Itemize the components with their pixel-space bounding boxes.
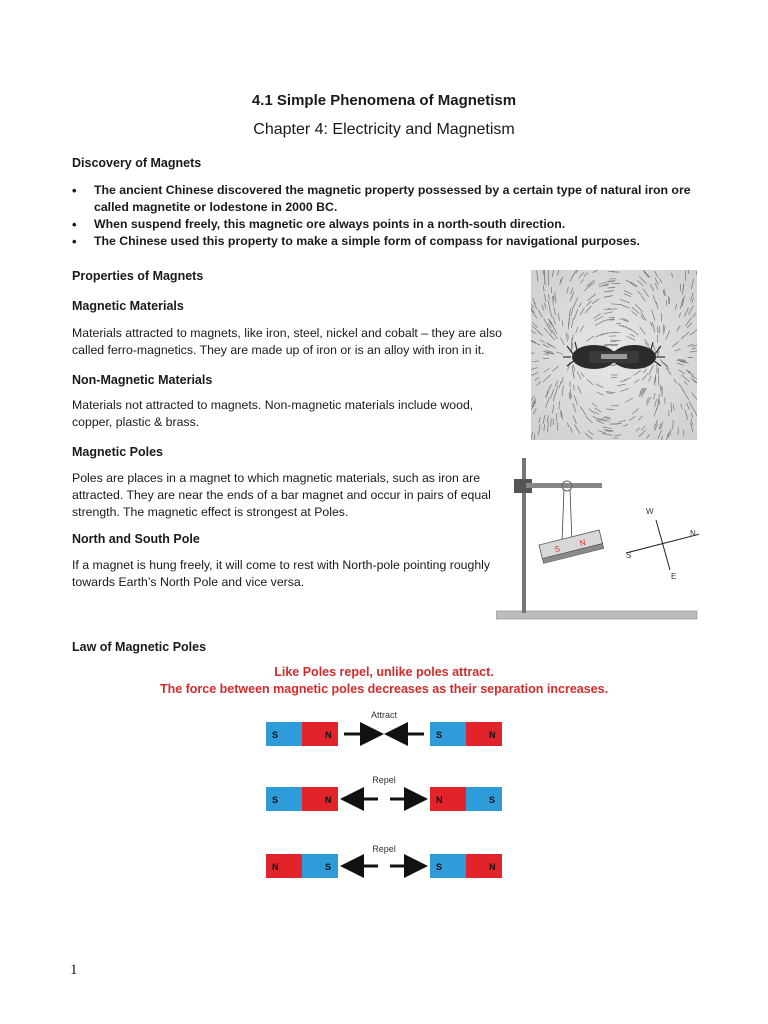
list-item: • The Chinese used this property to make a simple form of compass for navigational purposes. [72, 233, 712, 250]
magnet-right-row1 [430, 722, 502, 746]
svg-text:S: S [436, 862, 443, 872]
magnetic-materials-heading: Magnetic Materials [72, 299, 184, 313]
svg-text:N: N [272, 862, 279, 872]
magnet-right-row3 [430, 854, 502, 878]
compass-w-label: W [646, 507, 654, 516]
properties-heading: Properties of Magnets [72, 269, 204, 283]
list-item: • When suspend freely, this magnetic ore always points in a north-south direction. [72, 216, 712, 233]
svg-text:N: N [325, 795, 332, 805]
discovery-heading: Discovery of Magnets [72, 156, 202, 170]
magnet-left-row3 [266, 854, 338, 878]
magnet-left-row2 [266, 787, 338, 811]
svg-text:N: N [489, 862, 496, 872]
chapter-subtitle: Chapter 4: Electricity and Magnetism [253, 121, 515, 138]
svg-text:S: S [325, 862, 332, 872]
compass-n-label: N [690, 529, 696, 538]
repel-label-1: Repel [372, 775, 396, 785]
non-magnetic-text: Materials not attracted to magnets. Non-magnetic materials include wood, copper, plastic & brass. [72, 398, 474, 429]
iron-filings-image [531, 270, 697, 440]
north-south-heading: North and South Pole [72, 532, 200, 546]
pole-interaction-diagram [262, 706, 508, 886]
magnet-n-label: N [578, 537, 587, 548]
magnetic-poles-text: Poles are places in a magnet to which magnetic materials, such as iron are attracted. They are near the ends of a bar magnet and occur in pairs of equal strength. The magnetic effect is strongest at Poles. [72, 471, 491, 519]
magnetic-poles-heading: Magnetic Poles [72, 445, 163, 459]
magnetic-materials-text: Materials attracted to magnets, like iron, steel, nickel and cobalt – they are also called ferro-magnetics. They are made up of iron or is an alloy with iron in it. [72, 326, 502, 357]
list-item: • The ancient Chinese discovered the magnetic property possessed by a certain type of natural iron ore called magnetite or lodestone in 2000 BC. [72, 182, 712, 216]
suspended-magnet-diagram [496, 450, 699, 622]
non-magnetic-heading: Non-Magnetic Materials [72, 373, 213, 387]
svg-text:S: S [272, 730, 279, 740]
law-line-1: Like Poles repel, unlike poles attract. [274, 665, 494, 679]
svg-text:S: S [489, 795, 496, 805]
compass-s-label: S [626, 551, 632, 560]
north-south-text: If a magnet is hung freely, it will come to rest with North-pole pointing roughly towards Earth’s North Pole and vice versa. [72, 558, 491, 589]
svg-text:N: N [325, 730, 332, 740]
page-title: 4.1 Simple Phenomena of Magnetism [251, 92, 517, 109]
svg-text:N: N [436, 795, 443, 805]
compass-e-label: E [671, 572, 677, 581]
law-line-2: The force between magnetic poles decreases as their separation increases. [159, 682, 609, 696]
attract-label: Attract [370, 710, 398, 720]
svg-text:N: N [489, 730, 496, 740]
magnet-right-row2 [430, 787, 502, 811]
svg-text:S: S [436, 730, 443, 740]
svg-text:S: S [272, 795, 279, 805]
repel-label-2: Repel [372, 844, 396, 854]
discovery-bullet-list [72, 182, 712, 250]
magnet-left-row1 [266, 722, 338, 746]
page-number: 1 [70, 962, 78, 978]
law-heading: Law of Magnetic Poles [72, 640, 207, 654]
magnet-s-label: S [553, 544, 561, 555]
